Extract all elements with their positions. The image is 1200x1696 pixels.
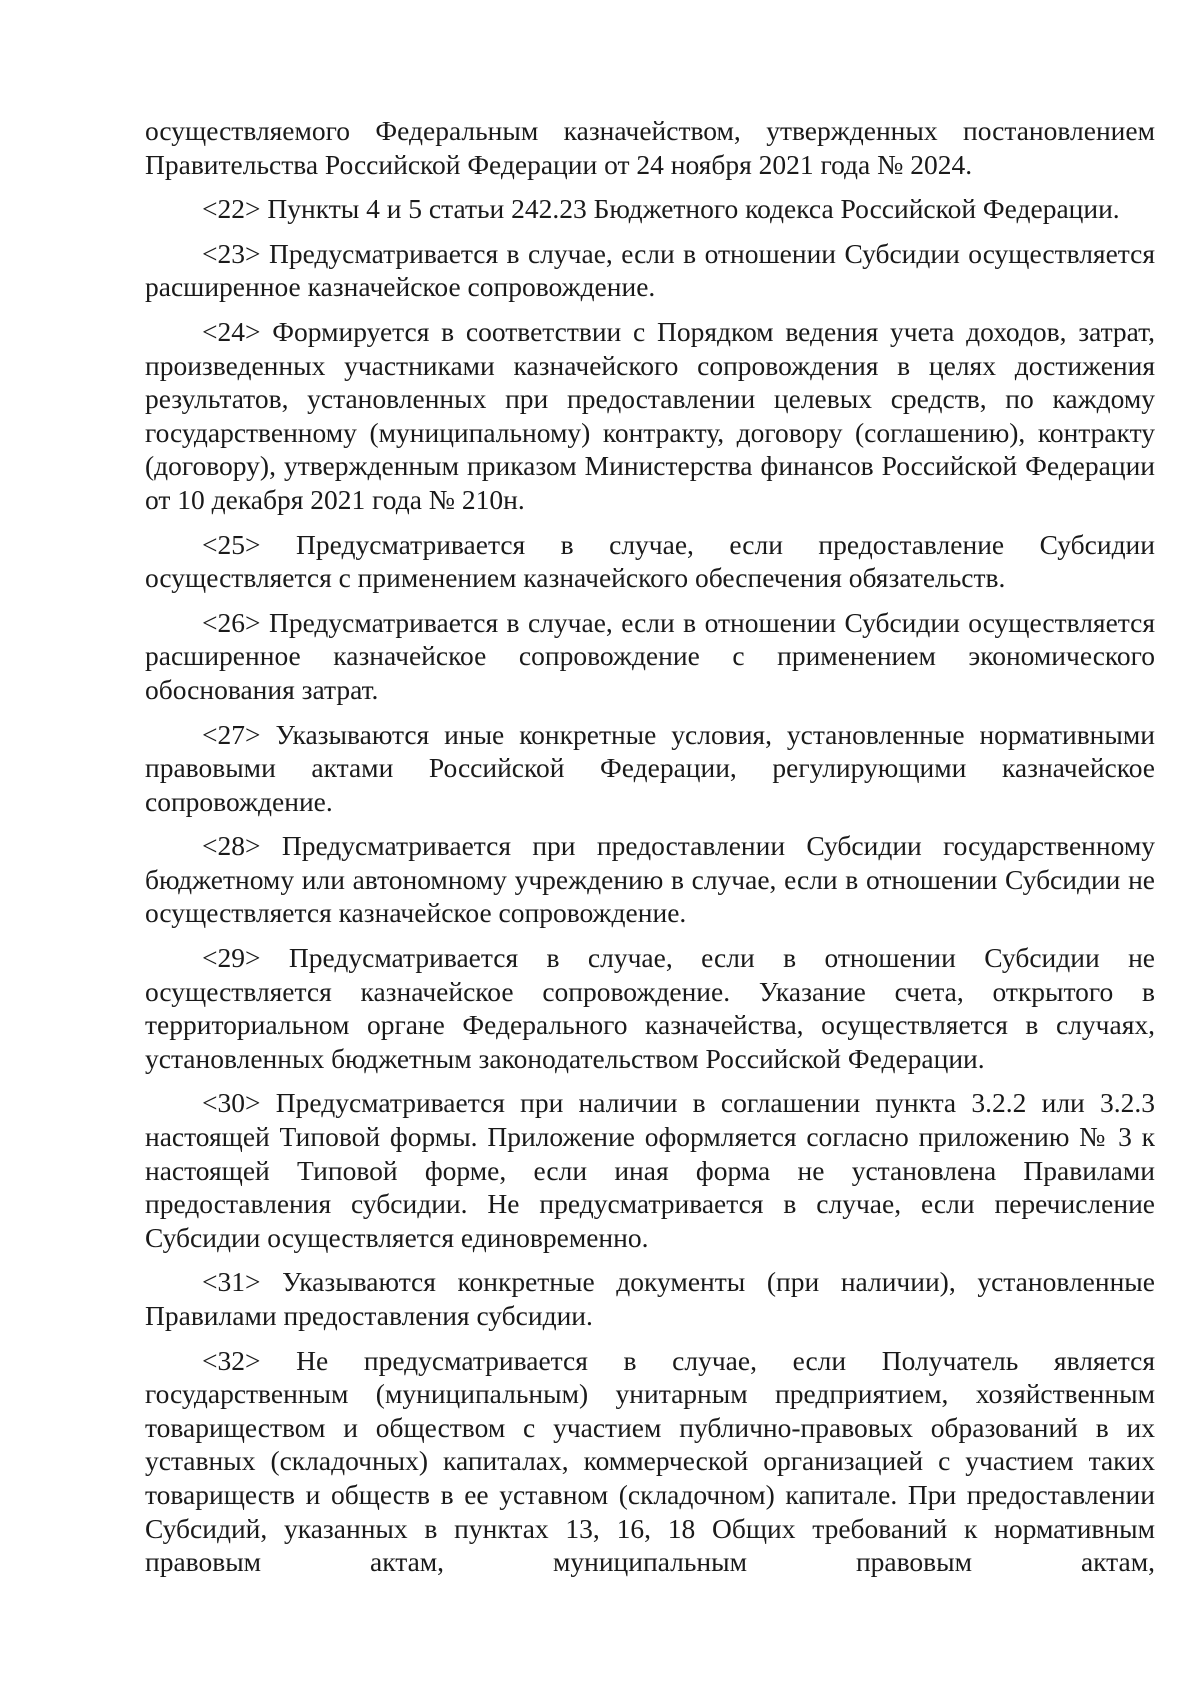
footnote-30: <30> Предусматривается при наличии в соглашении пункта 3.2.2 или 3.2.3 настоящей Типовой формы. Приложение оформляется согласно приложению № 3 к настоящей Типовой форме, если иная форма не установлена Правилами предоставления субсидии. Не предусматривается в случае, если перечисление Субсидии осуществляется единовременно. xyxy=(145,1087,1155,1253)
footnote-24: <24> Формируется в соответствии с Порядком ведения учета доходов, затрат, произведенных участниками казначейского сопровождения в целях достижения результатов, установленных при предоставлении целевых средств, по каждому государственному (муниципальному) контракту, договору (соглашению), контракту (договору), утвержденным приказом Министерства финансов Российской Федерации от 10 декабря 2021 года № 210н. xyxy=(145,315,1155,515)
footnote-29: <29> Предусматривается в случае, если в отношении Субсидии не осуществляется казначейское сопровождение. Указание счета, открытого в территориальном органе Федерального казначейства, осуществляется в случаях, установленных бюджетным законодательством Российской Федерации. xyxy=(145,942,1155,1074)
footnote-26: <26> Предусматривается в случае, если в отношении Субсидии осуществляется расширенное казначейское сопровождение с применением экономического обоснования затрат. xyxy=(145,606,1155,705)
footnote-28: <28> Предусматривается при предоставлении Субсидии государственному бюджетному или автономному учреждению в случае, если в отношении Субсидии не осуществляется казначейское сопровождение. xyxy=(145,830,1155,929)
footnote-25: <25> Предусматривается в случае, если предоставление Субсидии осуществляется с применением казначейского обеспечения обязательств. xyxy=(145,528,1155,594)
footnote-22: <22> Пункты 4 и 5 статьи 242.23 Бюджетного кодекса Российской Федерации. xyxy=(202,193,1120,225)
footnote-32: <32> Не предусматривается в случае, если Получатель является государственным (муниципальным) унитарным предприятием, хозяйственным товариществом и обществом с участием публично-правовых образований в их уставных (складочных) капиталах, коммерческой организацией с участием таких товариществ и обществ в ее уставном (складочном) капитале. При предоставлении Субсидий, указанных в пунктах 13, 16, 18 Общих требований к нормативным правовым актам, муниципальным правовым актам, xyxy=(145,1344,1155,1578)
document-body xyxy=(145,114,1155,1579)
continuation-paragraph: осуществляемого Федеральным казначейством, утвержденных постановлением Правительства Российской Федерации от 24 ноября 2021 года № 2024. xyxy=(145,115,1155,180)
footnote-31: <31> Указываются конкретные документы (при наличии), установленные Правилами предоставления субсидии. xyxy=(145,1266,1155,1331)
footnote-23: <23> Предусматривается в случае, если в отношении Субсидии осуществляется расширенное казначейское сопровождение. xyxy=(145,237,1155,303)
footnote-27: <27> Указываются иные конкретные условия, установленные нормативными правовыми актами Российской Федерации, регулирующими казначейское сопровождение. xyxy=(145,718,1155,817)
